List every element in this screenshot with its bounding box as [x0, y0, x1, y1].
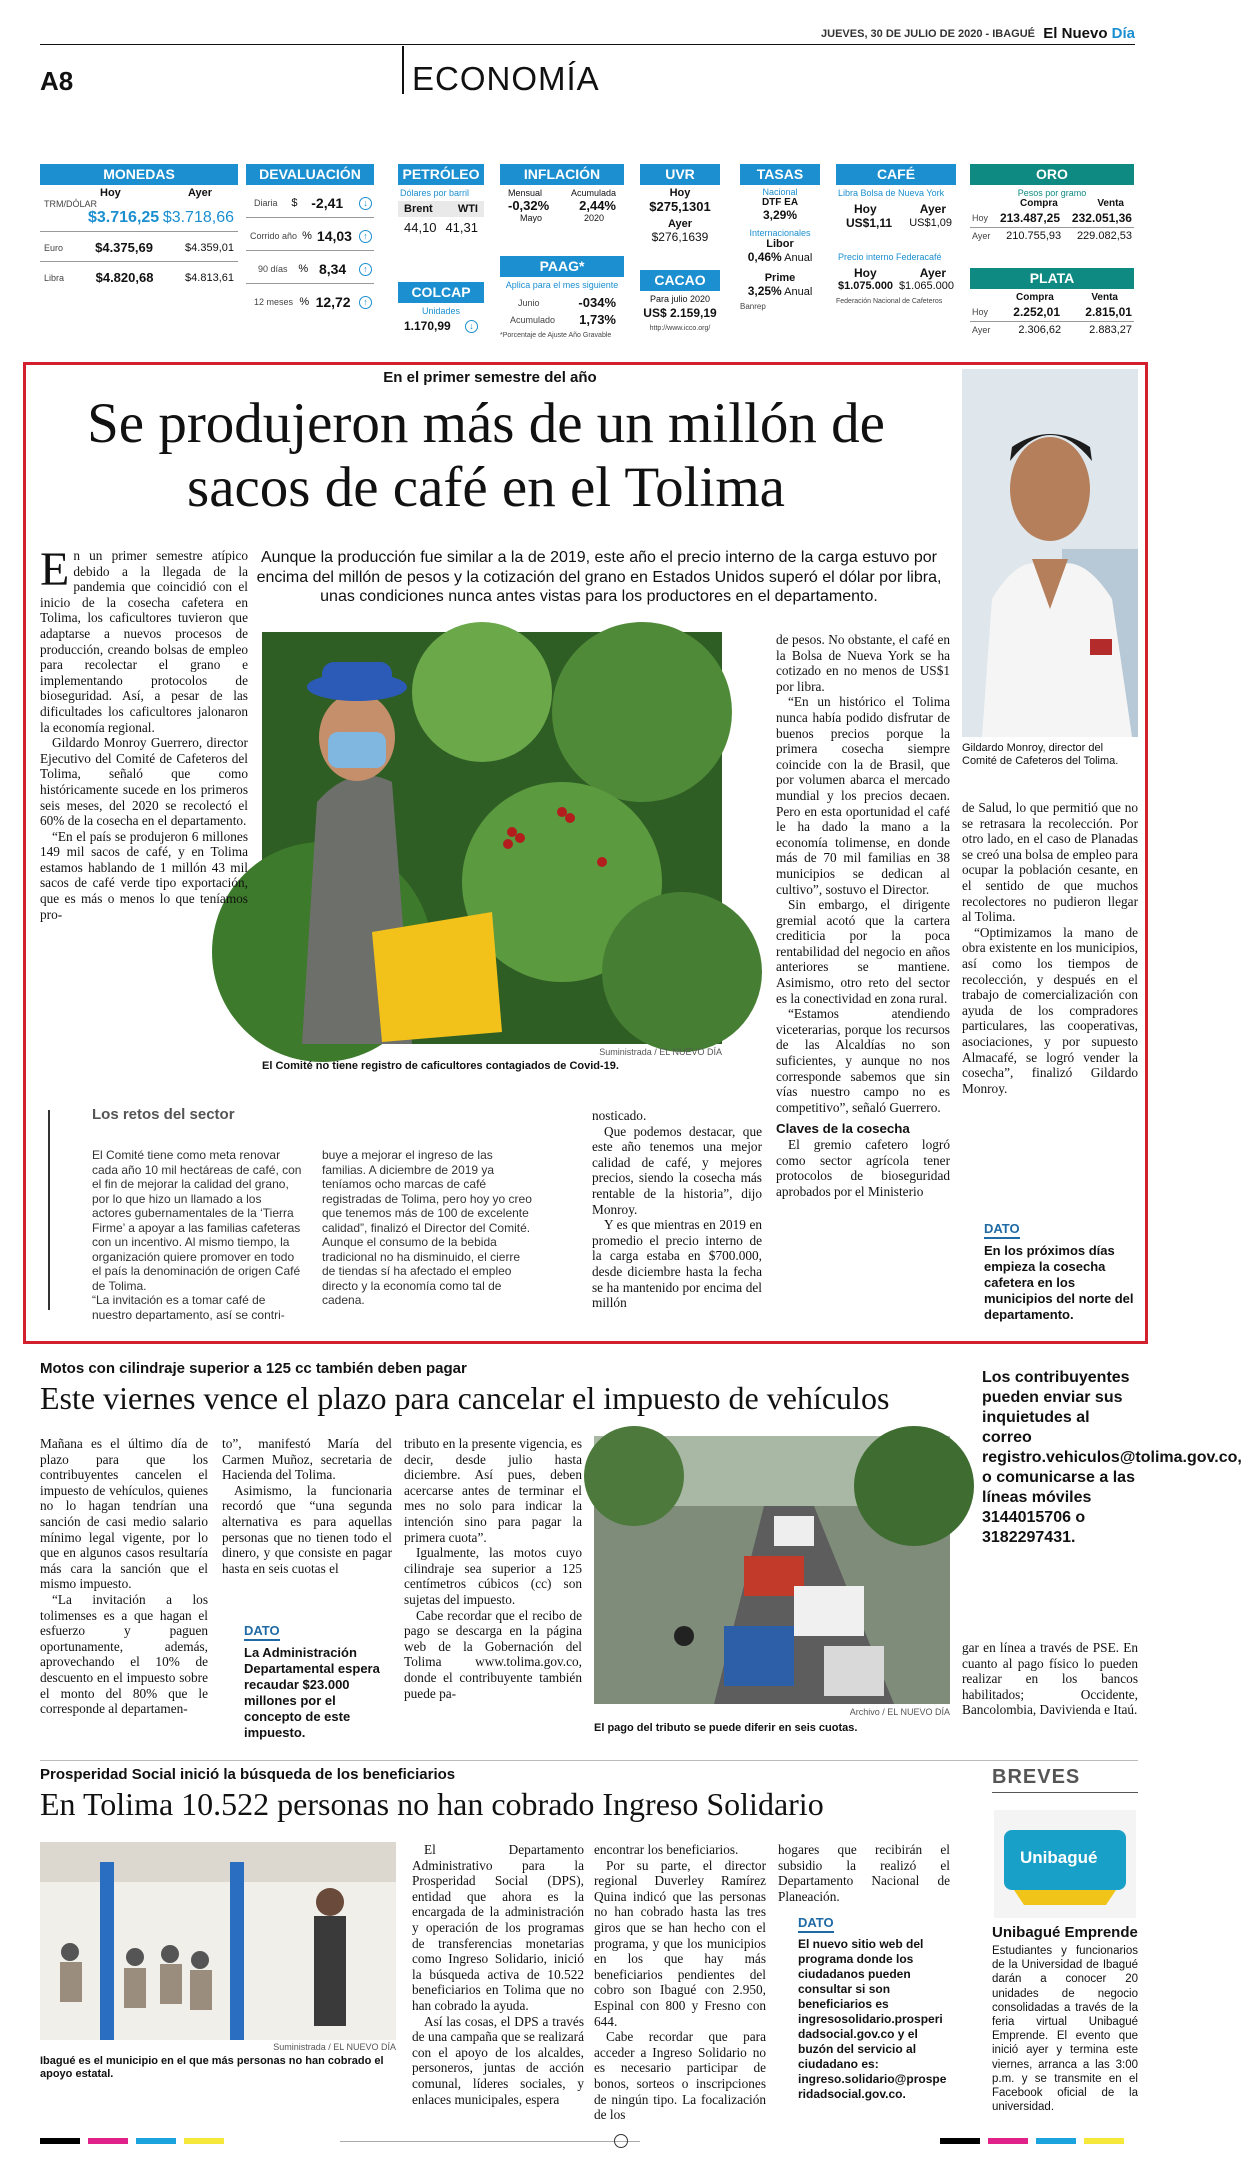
motos-column-3: tributo en la presente vigencia, es decir, desde julio hasta diciembre. Así pues, deben acercarse antes de terminar el mes no solo para indicar la intención sino para pagar la primera cuota”. Igualmente, las motos cuyo cilindraje sea superior a 125 centímetros cúbicos (cc) son sujetas del impuesto. Cabe recordar que el recibo de pago se descarga en la página web de la Gobernación del Tolima www.tolima.gov.co, donde el contribuyente también puede pa- [404, 1436, 582, 1701]
lead-column-1: E n un primer semestre atípico debido a la llegada de la pandemia que coincidió con el inicio de la cosecha cafetera en Tolima, los caficultores tuvieron que adaptarse a nuevos procesos de producción, creando bolsas de empleo para recolectar el grano e implementando protocolos de bioseguridad. Así, a pesar de las dificultades los caficultores jalonaron la economía regional. Gildardo Monroy Guerrero, director Ejecutivo del Comité de Cafeteros del Tolima, señaló que como históricamente sucede en los primeros seis meses, del 2020 se recolectó el 60% de la cosecha en el departamento. “En el país se produjeron 6 millones 149 mil sacos de café, y en Tolima estamos hablando de 1 millón 43 mil sacos de café verde tipo exportación, que es más o menos lo que teníamos pro- [40, 543, 248, 922]
breves-title: BREVES [992, 1766, 1081, 1788]
breves-logo-image: Unibagué [994, 1810, 1136, 1918]
lead-dato: DATO En los próximos días empieza la cosecha cafetera en los municipios del norte del departamento. [984, 1221, 1134, 1322]
motos-headline: Este viernes vence el plazo para cancelar el impuesto de vehículos [40, 1380, 890, 1416]
traffic-photo-caption: El pago del tributo se puede diferir en seis cuotas. [594, 1722, 858, 1734]
indicator-devaluacion: DEVALUACIÓN Diaria $ -2,41 ↓ Corrido año % 14,03 ↑ 90 días % 8,34 ↑ 12 meses % 12,72 ↑ [246, 164, 374, 320]
ingreso-headline: En Tolima 10.522 personas no han cobrado Ingreso Solidario [40, 1786, 824, 1822]
ingreso-photo [40, 1842, 396, 2040]
retos-column-b: buye a mejorar el ingreso de las familias. A diciembre de 2019 ya teníamos ocho marcas de café registradas de Tolima, pero hoy yo creo que tenemos más de 100 de excelente calidad”, finalizó el Director del Comité. Aunque el consumo de la bebida tradicional no ha disminuido, el cierre de tiendas sí ha afectado el empleo directo y la economía como tal de cadena. [322, 1148, 532, 1307]
motos-column-4: gar en línea a través de PSE. En cuanto al pago físico lo pueden realizar en los bancos habilitados; Occidente, Bancolombia, Davivienda e Itaú. [962, 1640, 1138, 1718]
up-arrow-icon: ↑ [359, 263, 372, 276]
coffee-photo-credit: Suministrada / EL NUEVO DÍA [599, 1047, 722, 1057]
portrait-caption: Gildardo Monroy, director del Comité de Cafeteros del Tolima. [962, 742, 1119, 767]
down-arrow-icon: ↓ [465, 320, 478, 333]
traffic-photo-credit: Archivo / EL NUEVO DÍA [849, 1707, 950, 1717]
indicator-cacao: CACAO Para julio 2020 US$ 2.159,19 http://www.icco.org/ [640, 270, 720, 346]
indicator-oro: ORO Pesos por gramo Compra Venta Hoy 213.487,25 232.051,36 Ayer 210.755,93 229.082,53 [972, 166, 1132, 242]
breves-rule [992, 1792, 1138, 1793]
ingreso-photo-caption: Ibagué es el municipio en el que más personas no han cobrado el apoyo estatal. [40, 2055, 384, 2080]
indicator-paag: PAAG* Aplica para el mes siguiente Junio -034% Acumulado 1,73% *Porcentaje de Ajuste Año Gravable [500, 256, 624, 346]
lead-headline: Se produjeron más de un millón de sacos de café en el Tolima [87, 392, 885, 519]
coffee-picker-illustration [262, 632, 722, 1044]
header-rule [40, 44, 1135, 45]
drop-cap: E [40, 543, 70, 596]
indicator-colcap: COLCAP Unidades 1.170,99 ↓ [398, 282, 484, 342]
lead-column-3: de pesos. No obstante, el café en la Bolsa de Nueva York se ha cotizado en no menos de US$1 por libra. “En un histórico el Tolima nunca había podido disfrutar de buenos precios porque la primera cosecha siempre coincide con la de Brasil, que por volumen abarca el mercado mundial y los precios decaen. Pero en esta oportunidad el café le ha dado la mano a la economía tolimense, en donde más de 70 mil familias en 38 municipios se dedican al cultivo”, sostuvo el Director. Sin embargo, el dirigente gremial acotó que la cartera crediticia por la poca rentabilidad del negocio en años anteriores se mantiene. Asimismo, otro reto del sector es la conectividad en zona rural. “Estamos atendiendo viceterarias, porque los recursos de las Alcaldías no son suficientes, y aunque no nos corresponde sabemos que sin vías nuestro campo no es competitivo”, señaló Guerrero. Claves de la cosecha El gremio cafetero logró como sector agrícola tener protocolos de bioseguridad aprobados por el Ministerio [776, 632, 950, 1199]
lead-column-4: de Salud, lo que permitió que no se retrasara la recolección. Por otro lado, en el caso de Planadas se creó una bolsa de empleo para ocupar la población cesante, en el sentido de que muchos recolectores no pudieron llegar al Tolima. “Optimizamos la mano de obra existente en los municipios, así como los tiempos de recolección, y después en el trabajo de comercialización con ayuda de los compradores particulares, las cooperativas, asociaciones, y por supuesto Almacafé, se logró vender la cosecha”, finalizó Gildardo Monroy. [962, 800, 1138, 1096]
up-arrow-icon: ↑ [359, 296, 372, 309]
section-name: ECONOMÍA [412, 60, 600, 97]
ingreso-dato: DATO El nuevo sitio web del programa donde los ciudadanos pueden consultar si son beneficiarios es ingresosolidario.prosperidadsocial.gov.co y el buzón del servicio al ciudadano es: ingreso.solidario@prosperidadsocial.gov.co. [798, 1915, 947, 2101]
motos-column-2: to”, manifestó María del Carmen Muñoz, secretaria de Hacienda del Tolima. Asimismo, la funcionaria recordó que “una segunda alternativa es para aquellas personas que no tienen todo el dinero, y que consiste en pagar hasta en seis cuotas el [222, 1436, 392, 1576]
meeting-illustration [40, 1842, 396, 2040]
breves-item-text: Estudiantes y funcionarios de la Universidad de Ibagué darán a conocer 20 unidades de negocio consolidadas a través de la feria virtual Unibagué Emprende. El evento que inició ayer y termina este viernes, arranca a las 3:00 p.m. y se transmite en el Facebook oficial de la universidad. [992, 1945, 1138, 2114]
lead-kicker: En el primer semestre del año [383, 369, 597, 386]
retos-bracket [48, 1110, 60, 1310]
brand-logo: El Nuevo Día [1043, 25, 1135, 42]
retos-column-a: El Comité tiene como meta renovar cada año 10 mil hectáreas de café, con el fin de mejorar la calidad del grano, por lo que hizo un llamado a los actores gubernamentales de la ‘Tierra Firme’ a apoyar a las familias cafeteras con un incentivo. Al mismo tiempo, la organización quiere promover en todo el país la denominación de origen Café de Tolima. “La invitación es a tomar café de nuestro departamento, así se contri- [92, 1148, 302, 1322]
indicator-uvr: UVR Hoy $275,1301 Ayer $276,1639 [640, 164, 720, 260]
motos-column-1: Mañana es el último día de plazo para que los contribuyentes cancelen el impuesto de vehículos, quienes no lo hagan tendrían una sanción de casi medio salario mínimo legal vigente, por lo que en algunos casos resultaría más cara la sanción que el mismo impuesto. “La invitación a los tolimenses es a que hagan el esfuerzo y paguen oportunamente, además, aprovechando el 10% de descuento en el impuesto sobre el monto del 80% que le corresponde al departamen- [40, 1436, 208, 1717]
ingreso-column-3: hogares que recibirán el subsidio la realizó el Departamento Nacional de Planeación. [778, 1842, 950, 1904]
motos-kicker: Motos con cilindraje superior a 125 cc también deben pagar [40, 1360, 467, 1377]
divider-motos-ingreso [40, 1760, 1138, 1761]
traffic-illustration [594, 1436, 950, 1704]
ingreso-column-1: El Departamento Administrativo para la Prosperidad Social (DPS), entidad que ahora es la encargada de la administración y operación de los programas de transferencias monetarias como Ingreso Solidario, inició la búsqueda activa de 10.522 beneficiarios en Tolima que no han cobrado la ayuda. Así las cosas, el DPS a través de una campaña que se realizará con el apoyo de los alcaldes, personeros, juntas de acción comunal, líderes sociales, y enlaces municipales, espera [412, 1842, 584, 2107]
retos-title: Los retos del sector [92, 1106, 235, 1123]
lead-column-2-bottom: nosticado. Que podemos destacar, que este año tenemos una mejor calidad de café, y mejores precios, siendo la cosecha más rentable de la historia”, dijo Monroy. Y es que mientras en 2019 en promedio el precio interno de la carga estaba en $700.000, desde diciembre hasta la fecha se ha mantenido por encima del millón [592, 1108, 762, 1311]
indicator-cafe: CAFÉ Libra Bolsa de Nueva York Hoy Ayer US$1,11 US$1,09 Precio interno Federacafé Hoy Ayer $1.075.000 $1.065.000 Federación Nacional de Cafeteros [836, 166, 954, 305]
indicator-plata: PLATA Compra Venta Hoy 2.252,01 2.815,01 Ayer 2.306,62 2.883,27 [972, 270, 1132, 336]
person-illustration [962, 369, 1138, 737]
coffee-photo [262, 632, 722, 1044]
traffic-photo [594, 1436, 950, 1704]
indicator-petroleo: PETRÓLEO Dólares por barril Brent WTI 44,10 41,31 [398, 164, 484, 244]
coffee-photo-caption: El Comité no tiene registro de caficultores contagiados de Covid-19. [262, 1060, 619, 1072]
motos-dato: DATO La Administración Departamental espera recaudar $23.000 millones por el concepto de este impuesto. [244, 1623, 380, 1740]
ingreso-column-2: encontrar los beneficiarios. Por su parte, el director regional Duverley Ramírez Quina indicó que las personas no han cobrado hasta las tres giros que se han hecho con el programa, y que los municipios en los que hay más beneficiarios pendientes del cobro son Ibagué con 2.950, Espinal con 800 y Fresno con 644. Cabe recordar que para acceder a Ingreso Solidario no es necesario participar de bonos, sorteos o inscripciones de ningún tipo. La focalización de los [594, 1842, 766, 2123]
ingreso-kicker: Prosperidad Social inició la búsqueda de los beneficiarios [40, 1766, 456, 1783]
ingreso-photo-credit: Suministrada / EL NUEVO DÍA [273, 2042, 396, 2052]
breves-item-title: Unibagué Emprende [992, 1924, 1138, 1941]
indicator-tasas: TASAS Nacional DTF EA 3,29% Internacionales Libor 0,46% Anual Prime 3,25% Anual Banrep [740, 164, 820, 346]
up-arrow-icon: ↑ [359, 230, 372, 243]
indicator-inflacion: INFLACIÓN Mensual Acumulada -0,32% 2,44% Mayo 2020 [500, 164, 624, 244]
down-arrow-icon: ↓ [359, 197, 372, 210]
date-line: JUEVES, 30 DE JULIO DE 2020 - IBAGUÉ [821, 28, 1035, 40]
portrait-photo [962, 369, 1138, 737]
motos-sidebar: Los contribuyentes pueden enviar sus inquietudes al correo registro.vehiculos@tolima.gov.co, o comunicarse a las líneas móviles 3144015706 o 3182297431. [982, 1369, 1242, 1546]
indicator-monedas: MONEDAS Hoy Ayer TRM/DÓLAR $3.716,25 $3.718,66 Euro $4.375,69 $4.359,01 Libra $4.820,68 $4.813,61 [40, 164, 238, 320]
page-header [40, 24, 1135, 97]
page-number: A8 [40, 66, 74, 96]
footer-color-bar [40, 2138, 1138, 2148]
lead-deck: Aunque la producción fue similar a la de 2019, este año el precio interno de la carga estuvo por encima del millón de pesos y la cotización del grano en Estados Unidos superó el dólar por libra, unas condiciones nunca antes vistas para los productores en el departamento. [256, 549, 942, 605]
header-divider [402, 46, 404, 94]
